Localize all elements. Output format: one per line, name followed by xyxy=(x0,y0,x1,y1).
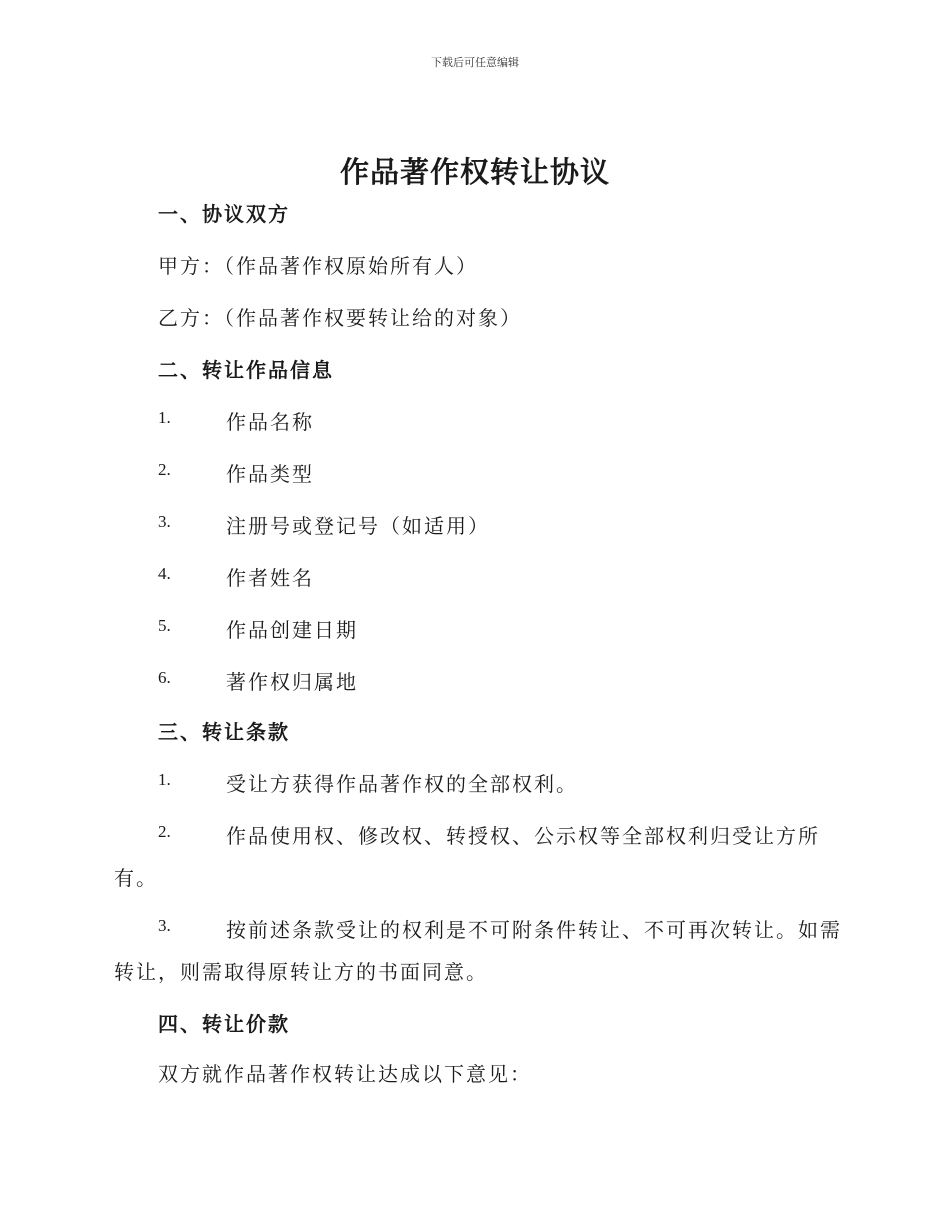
clause-text: 受让方获得作品著作权的全部权利。 xyxy=(226,772,578,796)
list-item-text: 作品创建日期 xyxy=(226,618,358,642)
clause-number: 1. xyxy=(158,770,171,789)
clause-number: 2. xyxy=(158,822,171,841)
party-b-line: 乙方：（作品著作权要转让给的对象） xyxy=(158,306,522,330)
list-item-number: 3. xyxy=(158,512,171,531)
list-item-number: 5. xyxy=(158,616,171,635)
list-item-number: 6. xyxy=(158,668,171,687)
header-note: 下载后可任意编辑 xyxy=(431,56,519,69)
list-item-number: 2. xyxy=(158,460,171,479)
list-item-number: 4. xyxy=(158,564,171,583)
document-title: 作品著作权转让协议 xyxy=(339,155,610,189)
party-a-line: 甲方：（作品著作权原始所有人） xyxy=(158,254,478,278)
list-item-text: 注册号或登记号（如适用） xyxy=(226,514,490,538)
section-4-heading: 四、转让价款 xyxy=(158,1012,290,1036)
list-item-number: 1. xyxy=(158,408,171,427)
section-3-heading: 三、转让条款 xyxy=(158,720,290,744)
list-item-text: 著作权归属地 xyxy=(226,670,358,694)
clause-text-continued: 有。 xyxy=(114,866,158,890)
clause-text: 按前述条款受让的权利是不可附条件转让、不可再次转让。如需 xyxy=(226,918,842,942)
clause-text-continued: 转让，则需取得原转让方的书面同意。 xyxy=(114,960,488,984)
list-item-text: 作者姓名 xyxy=(226,566,314,590)
list-item-text: 作品类型 xyxy=(226,462,314,486)
clause-text: 作品使用权、修改权、转授权、公示权等全部权利归受让方所 xyxy=(226,824,820,848)
clause-number: 3. xyxy=(158,916,171,935)
section-1-heading: 一、协议双方 xyxy=(158,202,290,226)
list-item-text: 作品名称 xyxy=(226,410,314,434)
price-intro-text: 双方就作品著作权转让达成以下意见： xyxy=(158,1062,532,1086)
section-2-heading: 二、转让作品信息 xyxy=(158,358,334,382)
